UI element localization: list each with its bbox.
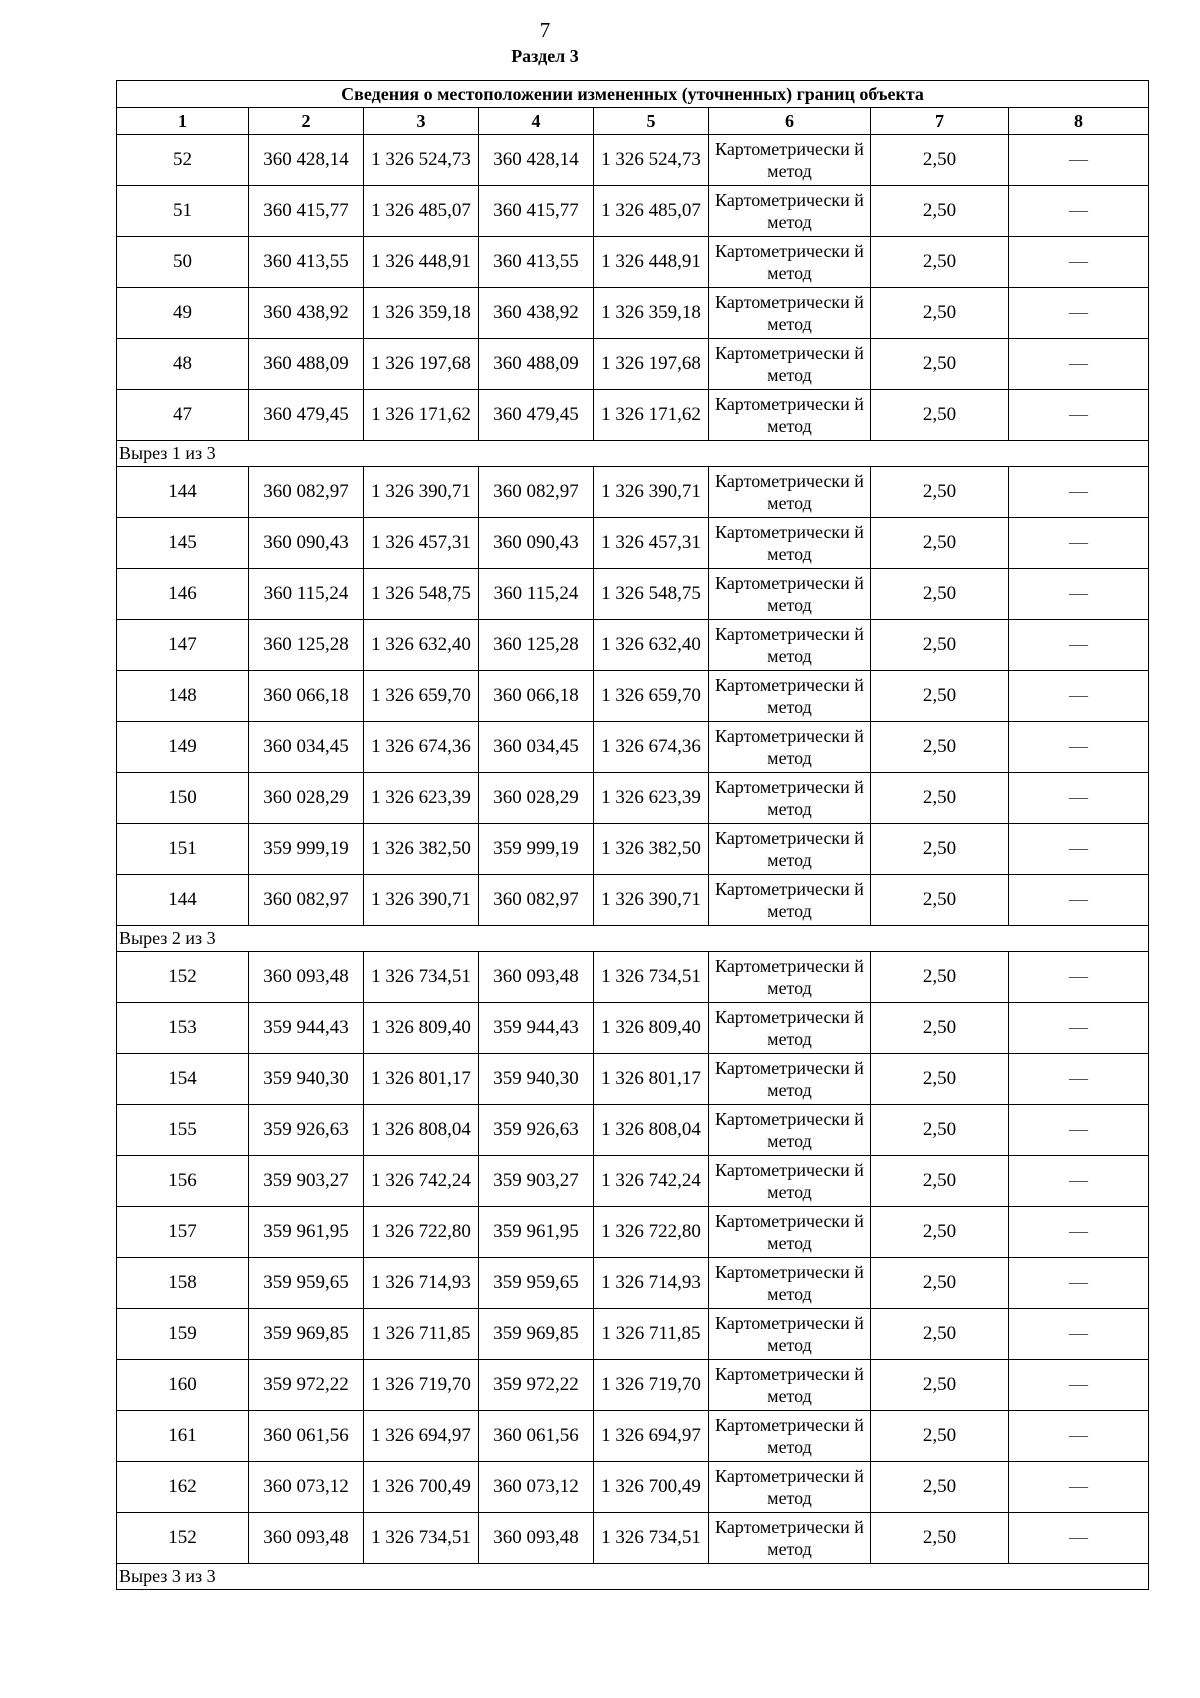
cell-method: Картометрически й метод (709, 518, 871, 569)
table-row (117, 1309, 1149, 1360)
section-title: Раздел 3 (511, 46, 579, 66)
cell-y-old: 1 326 801,17 (364, 1054, 479, 1105)
column-number-row (117, 108, 1149, 135)
cell-accuracy: 2,50 (871, 824, 1009, 875)
cell-accuracy: 2,50 (871, 1156, 1009, 1207)
table-row (117, 1258, 1149, 1309)
cell-accuracy: 2,50 (871, 671, 1009, 722)
cell-x-new: 359 944,43 (479, 1003, 594, 1054)
cell-accuracy: 2,50 (871, 288, 1009, 339)
cell-y-old: 1 326 197,68 (364, 339, 479, 390)
cell-x-old: 360 488,09 (249, 339, 364, 390)
cell-y-new: 1 326 485,07 (594, 186, 709, 237)
cell-description: — (1009, 1258, 1149, 1309)
cell-y-new: 1 326 694,97 (594, 1411, 709, 1462)
cell-x-new: 359 972,22 (479, 1360, 594, 1411)
cell-y-new: 1 326 524,73 (594, 135, 709, 186)
column-number-1: 1 (117, 108, 249, 135)
table-row (117, 1513, 1149, 1564)
table-row (117, 722, 1149, 773)
boundary-table (116, 80, 1149, 1590)
cell-accuracy: 2,50 (871, 339, 1009, 390)
cell-description: — (1009, 467, 1149, 518)
cell-x-old: 360 428,14 (249, 135, 364, 186)
cell-accuracy: 2,50 (871, 135, 1009, 186)
table-row (117, 1054, 1149, 1105)
cell-point-number: 160 (117, 1360, 249, 1411)
cell-x-old: 360 115,24 (249, 569, 364, 620)
column-number-6: 6 (709, 108, 871, 135)
table-row (117, 1360, 1149, 1411)
cell-description: — (1009, 1462, 1149, 1513)
cell-accuracy: 2,50 (871, 237, 1009, 288)
cell-x-old: 360 034,45 (249, 722, 364, 773)
cell-description: — (1009, 186, 1149, 237)
cell-x-old: 360 028,29 (249, 773, 364, 824)
cell-point-number: 159 (117, 1309, 249, 1360)
cell-y-new: 1 326 711,85 (594, 1309, 709, 1360)
cell-point-number: 152 (117, 952, 249, 1003)
cell-x-new: 359 926,63 (479, 1105, 594, 1156)
cell-description: — (1009, 824, 1149, 875)
cell-x-old: 360 415,77 (249, 186, 364, 237)
cutout-label: Вырез 2 из 3 (117, 926, 1149, 952)
cell-accuracy: 2,50 (871, 518, 1009, 569)
cell-description: — (1009, 773, 1149, 824)
cell-y-new: 1 326 809,40 (594, 1003, 709, 1054)
cell-description: — (1009, 390, 1149, 441)
column-number-5: 5 (594, 108, 709, 135)
table-row (117, 390, 1149, 441)
cell-x-old: 360 066,18 (249, 671, 364, 722)
cell-description: — (1009, 288, 1149, 339)
cell-method: Картометрически й метод (709, 569, 871, 620)
cell-description: — (1009, 1360, 1149, 1411)
cell-x-old: 360 479,45 (249, 390, 364, 441)
cell-x-old: 359 969,85 (249, 1309, 364, 1360)
cell-x-old: 359 999,19 (249, 824, 364, 875)
table-row (117, 237, 1149, 288)
cell-y-old: 1 326 390,71 (364, 467, 479, 518)
cell-point-number: 50 (117, 237, 249, 288)
cell-y-new: 1 326 742,24 (594, 1156, 709, 1207)
cutout-label-row (117, 926, 1149, 952)
cell-x-new: 360 479,45 (479, 390, 594, 441)
table-row (117, 1105, 1149, 1156)
cell-x-old: 360 061,56 (249, 1411, 364, 1462)
cell-y-old: 1 326 711,85 (364, 1309, 479, 1360)
cell-description: — (1009, 1003, 1149, 1054)
cell-y-old: 1 326 632,40 (364, 620, 479, 671)
cell-point-number: 157 (117, 1207, 249, 1258)
cell-x-new: 360 438,92 (479, 288, 594, 339)
cell-point-number: 152 (117, 1513, 249, 1564)
cell-y-new: 1 326 390,71 (594, 467, 709, 518)
cell-accuracy: 2,50 (871, 722, 1009, 773)
cell-y-old: 1 326 524,73 (364, 135, 479, 186)
cell-method: Картометрически й метод (709, 824, 871, 875)
table-row (117, 875, 1149, 926)
cell-method: Картометрически й метод (709, 1258, 871, 1309)
cell-x-old: 360 125,28 (249, 620, 364, 671)
cell-description: — (1009, 952, 1149, 1003)
cell-method: Картометрически й метод (709, 1462, 871, 1513)
cell-description: — (1009, 339, 1149, 390)
cell-y-old: 1 326 171,62 (364, 390, 479, 441)
cell-x-new: 359 961,95 (479, 1207, 594, 1258)
cell-method: Картометрически й метод (709, 773, 871, 824)
cell-accuracy: 2,50 (871, 1309, 1009, 1360)
cell-x-old: 359 926,63 (249, 1105, 364, 1156)
cell-y-new: 1 326 659,70 (594, 671, 709, 722)
cell-x-new: 360 028,29 (479, 773, 594, 824)
cell-x-old: 359 940,30 (249, 1054, 364, 1105)
cell-x-new: 360 034,45 (479, 722, 594, 773)
cell-y-new: 1 326 700,49 (594, 1462, 709, 1513)
column-number-2: 2 (249, 108, 364, 135)
column-number-7: 7 (871, 108, 1009, 135)
cell-y-new: 1 326 719,70 (594, 1360, 709, 1411)
table-row (117, 773, 1149, 824)
cell-description: — (1009, 671, 1149, 722)
cell-point-number: 52 (117, 135, 249, 186)
cell-description: — (1009, 875, 1149, 926)
table-row (117, 824, 1149, 875)
cell-y-new: 1 326 801,17 (594, 1054, 709, 1105)
page-number: 7 (539, 18, 551, 42)
cell-accuracy: 2,50 (871, 467, 1009, 518)
cell-method: Картометрически й метод (709, 875, 871, 926)
cell-description: — (1009, 1105, 1149, 1156)
cell-y-old: 1 326 714,93 (364, 1258, 479, 1309)
cell-y-new: 1 326 808,04 (594, 1105, 709, 1156)
cell-accuracy: 2,50 (871, 1462, 1009, 1513)
cell-method: Картометрически й метод (709, 1003, 871, 1054)
cell-y-new: 1 326 674,36 (594, 722, 709, 773)
cell-method: Картометрически й метод (709, 671, 871, 722)
cell-y-old: 1 326 485,07 (364, 186, 479, 237)
cell-method: Картометрически й метод (709, 1207, 871, 1258)
table-row (117, 671, 1149, 722)
cell-description: — (1009, 518, 1149, 569)
cell-method: Картометрически й метод (709, 237, 871, 288)
cell-accuracy: 2,50 (871, 620, 1009, 671)
cell-x-old: 360 082,97 (249, 467, 364, 518)
cell-method: Картометрически й метод (709, 1309, 871, 1360)
cell-y-old: 1 326 448,91 (364, 237, 479, 288)
cell-y-old: 1 326 382,50 (364, 824, 479, 875)
cell-method: Картометрически й метод (709, 1411, 871, 1462)
cell-point-number: 153 (117, 1003, 249, 1054)
cell-method: Картометрически й метод (709, 135, 871, 186)
cell-point-number: 161 (117, 1411, 249, 1462)
cell-point-number: 51 (117, 186, 249, 237)
cell-x-old: 359 961,95 (249, 1207, 364, 1258)
cell-y-new: 1 326 171,62 (594, 390, 709, 441)
cell-y-new: 1 326 722,80 (594, 1207, 709, 1258)
cell-x-old: 360 082,97 (249, 875, 364, 926)
cell-y-old: 1 326 694,97 (364, 1411, 479, 1462)
cell-method: Картометрически й метод (709, 467, 871, 518)
cell-accuracy: 2,50 (871, 186, 1009, 237)
cell-point-number: 144 (117, 875, 249, 926)
cell-y-new: 1 326 382,50 (594, 824, 709, 875)
cell-point-number: 49 (117, 288, 249, 339)
cell-method: Картометрически й метод (709, 339, 871, 390)
cell-x-old: 359 972,22 (249, 1360, 364, 1411)
table-title-row (117, 81, 1149, 108)
cell-y-new: 1 326 390,71 (594, 875, 709, 926)
cell-description: — (1009, 620, 1149, 671)
cell-x-new: 360 415,77 (479, 186, 594, 237)
cell-method: Картометрически й метод (709, 722, 871, 773)
cell-y-new: 1 326 359,18 (594, 288, 709, 339)
cell-accuracy: 2,50 (871, 1105, 1009, 1156)
cell-description: — (1009, 1513, 1149, 1564)
cutout-label: Вырез 1 из 3 (117, 441, 1149, 467)
cell-point-number: 156 (117, 1156, 249, 1207)
cell-y-new: 1 326 623,39 (594, 773, 709, 824)
cell-description: — (1009, 569, 1149, 620)
cell-point-number: 48 (117, 339, 249, 390)
cell-y-new: 1 326 714,93 (594, 1258, 709, 1309)
table-row (117, 135, 1149, 186)
cell-point-number: 144 (117, 467, 249, 518)
cell-y-new: 1 326 734,51 (594, 1513, 709, 1564)
cell-method: Картометрически й метод (709, 1105, 871, 1156)
cell-point-number: 147 (117, 620, 249, 671)
cell-y-old: 1 326 359,18 (364, 288, 479, 339)
cell-y-old: 1 326 734,51 (364, 952, 479, 1003)
cell-point-number: 150 (117, 773, 249, 824)
table-row (117, 518, 1149, 569)
cell-x-new: 360 066,18 (479, 671, 594, 722)
cell-x-old: 360 438,92 (249, 288, 364, 339)
cell-x-new: 360 093,48 (479, 952, 594, 1003)
table-title: Сведения о местоположении измененных (уточненных) границ объекта (117, 81, 1149, 108)
cell-point-number: 148 (117, 671, 249, 722)
cell-x-new: 360 488,09 (479, 339, 594, 390)
cell-y-old: 1 326 734,51 (364, 1513, 479, 1564)
cell-y-old: 1 326 808,04 (364, 1105, 479, 1156)
cell-method: Картометрически й метод (709, 288, 871, 339)
cell-x-old: 359 944,43 (249, 1003, 364, 1054)
cell-x-new: 360 073,12 (479, 1462, 594, 1513)
cell-accuracy: 2,50 (871, 1054, 1009, 1105)
cell-point-number: 47 (117, 390, 249, 441)
cell-point-number: 154 (117, 1054, 249, 1105)
cell-accuracy: 2,50 (871, 952, 1009, 1003)
cell-x-old: 360 413,55 (249, 237, 364, 288)
cell-y-old: 1 326 719,70 (364, 1360, 479, 1411)
cell-description: — (1009, 1207, 1149, 1258)
cell-x-new: 359 969,85 (479, 1309, 594, 1360)
cell-y-old: 1 326 700,49 (364, 1462, 479, 1513)
cell-point-number: 158 (117, 1258, 249, 1309)
cell-x-old: 359 959,65 (249, 1258, 364, 1309)
cell-description: — (1009, 1309, 1149, 1360)
cell-x-new: 360 413,55 (479, 237, 594, 288)
cell-accuracy: 2,50 (871, 1411, 1009, 1462)
cell-x-old: 359 903,27 (249, 1156, 364, 1207)
cell-y-old: 1 326 722,80 (364, 1207, 479, 1258)
cell-y-new: 1 326 457,31 (594, 518, 709, 569)
cell-x-new: 359 903,27 (479, 1156, 594, 1207)
cell-y-old: 1 326 659,70 (364, 671, 479, 722)
cutout-label-row (117, 441, 1149, 467)
cell-accuracy: 2,50 (871, 390, 1009, 441)
cell-x-new: 360 125,28 (479, 620, 594, 671)
cell-method: Картометрически й метод (709, 620, 871, 671)
cell-y-old: 1 326 674,36 (364, 722, 479, 773)
table-row (117, 1156, 1149, 1207)
cell-x-new: 360 093,48 (479, 1513, 594, 1564)
cell-point-number: 162 (117, 1462, 249, 1513)
cell-y-old: 1 326 548,75 (364, 569, 479, 620)
cell-description: — (1009, 237, 1149, 288)
cutout-label-row (117, 1564, 1149, 1590)
table-row (117, 339, 1149, 390)
column-number-3: 3 (364, 108, 479, 135)
cell-description: — (1009, 1156, 1149, 1207)
cell-point-number: 149 (117, 722, 249, 773)
table-row (117, 620, 1149, 671)
cell-accuracy: 2,50 (871, 1003, 1009, 1054)
cell-accuracy: 2,50 (871, 773, 1009, 824)
table-row (117, 1462, 1149, 1513)
cell-point-number: 155 (117, 1105, 249, 1156)
cell-method: Картометрически й метод (709, 1513, 871, 1564)
cell-point-number: 151 (117, 824, 249, 875)
cell-description: — (1009, 1411, 1149, 1462)
cell-x-new: 360 082,97 (479, 875, 594, 926)
cell-y-old: 1 326 390,71 (364, 875, 479, 926)
table-body (117, 81, 1149, 1590)
cell-accuracy: 2,50 (871, 1258, 1009, 1309)
cell-description: — (1009, 1054, 1149, 1105)
column-number-4: 4 (479, 108, 594, 135)
cell-point-number: 146 (117, 569, 249, 620)
cell-y-old: 1 326 623,39 (364, 773, 479, 824)
table-row (117, 952, 1149, 1003)
cell-x-new: 359 959,65 (479, 1258, 594, 1309)
table-row (117, 1003, 1149, 1054)
cell-accuracy: 2,50 (871, 1360, 1009, 1411)
cell-y-old: 1 326 457,31 (364, 518, 479, 569)
cell-accuracy: 2,50 (871, 1207, 1009, 1258)
cell-x-old: 360 093,48 (249, 1513, 364, 1564)
cell-y-new: 1 326 548,75 (594, 569, 709, 620)
cell-x-new: 360 428,14 (479, 135, 594, 186)
column-number-8: 8 (1009, 108, 1149, 135)
cutout-label: Вырез 3 из 3 (117, 1564, 1149, 1590)
cell-description: — (1009, 722, 1149, 773)
cell-accuracy: 2,50 (871, 569, 1009, 620)
cell-y-old: 1 326 742,24 (364, 1156, 479, 1207)
cell-x-old: 360 093,48 (249, 952, 364, 1003)
cell-y-new: 1 326 632,40 (594, 620, 709, 671)
cell-point-number: 145 (117, 518, 249, 569)
table-row (117, 1207, 1149, 1258)
cell-x-new: 359 940,30 (479, 1054, 594, 1105)
cell-accuracy: 2,50 (871, 1513, 1009, 1564)
cell-x-new: 360 115,24 (479, 569, 594, 620)
table-row (117, 288, 1149, 339)
cell-x-new: 360 061,56 (479, 1411, 594, 1462)
cell-description: — (1009, 135, 1149, 186)
cell-method: Картометрически й метод (709, 1360, 871, 1411)
table-row (117, 1411, 1149, 1462)
cell-y-new: 1 326 448,91 (594, 237, 709, 288)
table-row (117, 467, 1149, 518)
cell-method: Картометрически й метод (709, 1156, 871, 1207)
cell-method: Картометрически й метод (709, 1054, 871, 1105)
cell-y-new: 1 326 734,51 (594, 952, 709, 1003)
cell-method: Картометрически й метод (709, 952, 871, 1003)
table-row (117, 186, 1149, 237)
cell-x-new: 360 082,97 (479, 467, 594, 518)
table-row (117, 569, 1149, 620)
cell-method: Картометрически й метод (709, 186, 871, 237)
cell-x-new: 359 999,19 (479, 824, 594, 875)
cell-x-new: 360 090,43 (479, 518, 594, 569)
cell-x-old: 360 090,43 (249, 518, 364, 569)
cell-x-old: 360 073,12 (249, 1462, 364, 1513)
cell-method: Картометрически й метод (709, 390, 871, 441)
cell-accuracy: 2,50 (871, 875, 1009, 926)
cell-y-new: 1 326 197,68 (594, 339, 709, 390)
cell-y-old: 1 326 809,40 (364, 1003, 479, 1054)
